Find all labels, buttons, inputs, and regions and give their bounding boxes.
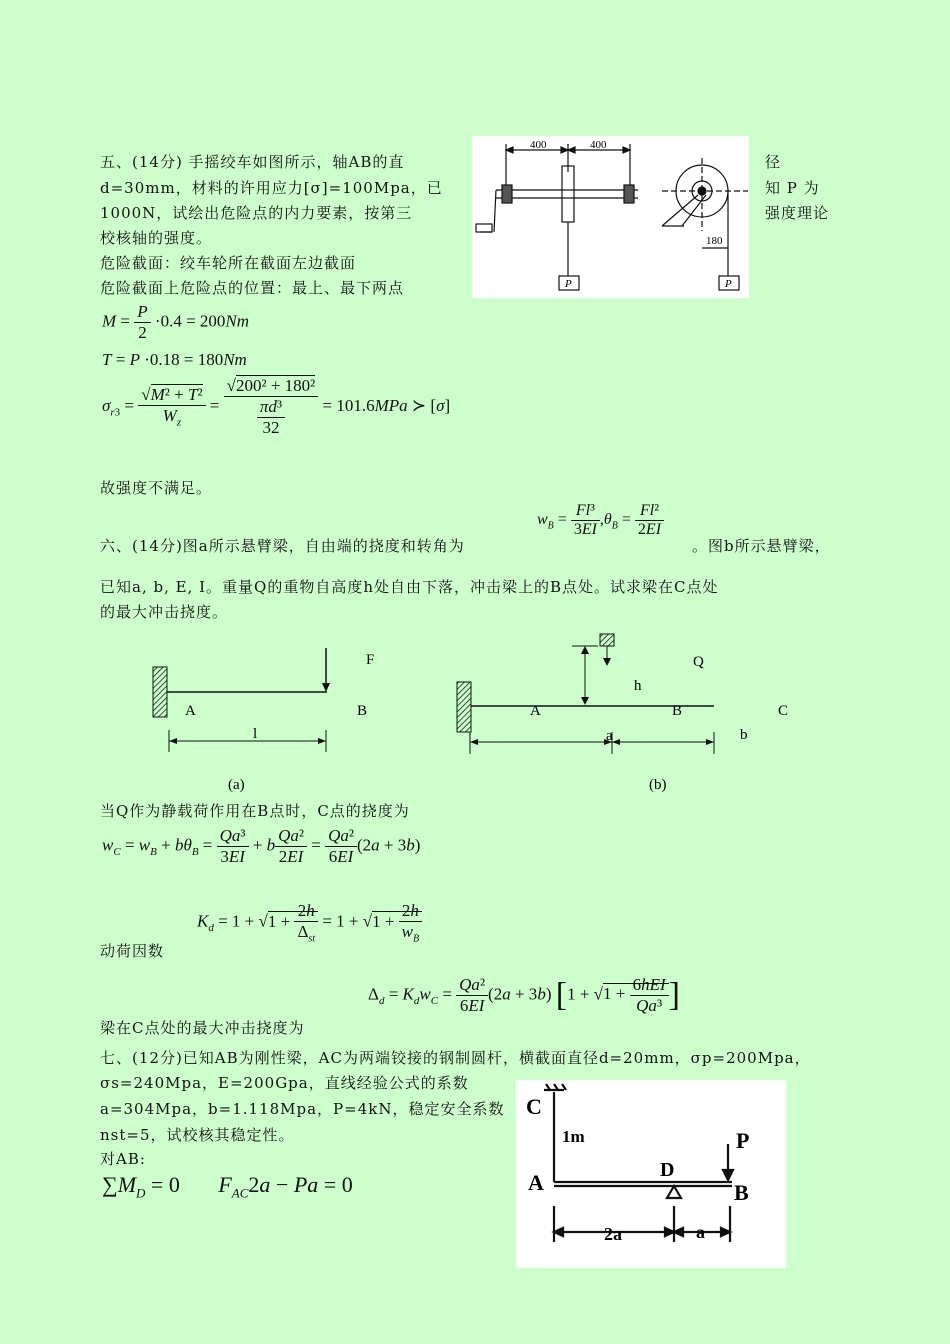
q7-line-1: 七、(12分)已知AB为刚性梁，AC为两端铰接的钢制圆杆，横截面直径d=20mm，σp=200Mpa， <box>100 1049 811 1067</box>
label-D: D <box>660 1159 675 1181</box>
label-Q: Q <box>693 654 704 670</box>
dim-400-left: 400 <box>530 139 547 151</box>
q5-line-4: 校核轴的强度。 <box>100 229 213 247</box>
label-B-a: B <box>357 703 368 719</box>
label-a-seg: a <box>696 1222 705 1242</box>
load-p-right: P <box>725 278 732 290</box>
dynamic-factor-equation: $K_d = 1 + √1$ + $\frac{2h}{\Delta_{st}}$ = 1 + √1 + $\frac{2h}{w_B}$ <box>197 901 422 944</box>
label-l: l <box>253 726 258 742</box>
label-A-a: A <box>185 703 196 719</box>
q6-line-1-suffix: 。图b所示悬臂梁， <box>692 537 831 555</box>
label-C-b: C <box>778 703 789 719</box>
moment-balance-equation: $\sum M_D = 0$ $F_{AC}2a - Pa = 0$ <box>102 1172 353 1201</box>
label-b: b <box>740 727 748 743</box>
stress-equation: $\sigma_{r3}$ = $\frac{\text{√M² + T²}}{W_z}$ = $\frac{\text{√200² + 180²}}{\frac{\text{πd³}}{32}}$ = 101.6MPa ≻ [σ] <box>102 376 451 437</box>
q5-line-1: 五、(14分) 手摇绞车如图所示，轴AB的直 <box>100 153 405 171</box>
max-deflection-equation: $\Delta_d = K_dw_C$ = $\frac{\text{Qa²}}{6EI}$ (2a + 3b) [1 + √1 + $\frac{\text{6hEI}}{\text{Qa³}}$ ] <box>368 975 680 1015</box>
q6-solution-2: 动荷因数 <box>100 942 165 960</box>
q6-solution-1: 当Q作为静载荷作用在B点时，C点的挠度为 <box>100 802 410 820</box>
label-F: F <box>366 652 375 668</box>
q7-line-4: nst=5，试校核其稳定性。 <box>100 1126 295 1144</box>
dim-180: 180 <box>706 235 723 247</box>
q7-solution-1: 对AB: <box>100 1150 146 1168</box>
q6-line-3: 的最大冲击挠度。 <box>100 603 229 621</box>
rigid-beam-figure <box>516 1080 786 1268</box>
q7-line-2: σs=240Mpa，E=200Gpa，直线经验公式的系数 <box>100 1074 469 1092</box>
torque-equation: T = P ·0.18 = 180Nm <box>102 350 247 369</box>
label-2a: 2a <box>604 1224 622 1244</box>
label-1m: 1m <box>562 1127 585 1146</box>
label-B-b: B <box>672 703 683 719</box>
cantilever-figure-b <box>450 628 810 800</box>
q5-line-2: d=30mm，材料的许用应力[σ]=100Mpa，已 <box>100 179 443 197</box>
label-P: P <box>736 1128 750 1153</box>
q7-line-3: a=304Mpa，b=1.118Mpa，P=4kN，稳定安全系数 <box>100 1100 505 1118</box>
q5-right-1: 径 <box>765 153 782 171</box>
q5-line-3: 1000N，试绘出危险点的内力要素，按第三 <box>100 204 413 222</box>
label-C: C <box>526 1094 542 1119</box>
q6-solution-3: 梁在C点处的最大冲击挠度为 <box>100 1019 305 1037</box>
dim-400-right: 400 <box>590 139 607 151</box>
label-A: A <box>528 1170 544 1195</box>
cantilever-figure-a <box>150 640 400 800</box>
winch-figure <box>472 136 749 298</box>
caption-a: (a) <box>228 777 245 793</box>
moment-equation: M = $\frac{P}{2}$ ·0.4 = 200Nm <box>102 302 250 342</box>
deflection-formula: $w_B$ = $\frac{\text{Fl³}}{3EI}$ $,\theta_B$ = $\frac{\text{Fl²}}{2EI}$ <box>537 502 664 539</box>
q5-right-2: 知 P 为 <box>765 179 820 197</box>
caption-b: (b) <box>649 777 667 793</box>
label-h: h <box>634 678 642 694</box>
label-B: B <box>734 1180 749 1205</box>
load-p-left: P <box>565 278 572 290</box>
q5-conclusion: 故强度不满足。 <box>100 479 213 497</box>
q6-line-2: 已知a, b, E, I。重量Q的重物自高度h处自由下落，冲击梁上的B点处。试求梁在C点处 <box>100 578 719 596</box>
q6-line-1-prefix: 六、(14分)图a所示悬臂梁，自由端的挠度和转角为 <box>100 537 465 555</box>
q5-right-3: 强度理论 <box>765 204 830 222</box>
winch-drawing <box>472 136 749 298</box>
label-A-b: A <box>530 703 541 719</box>
q5-solution-1: 危险截面：绞车轮所在截面左边截面 <box>100 254 357 272</box>
label-a: a <box>606 728 613 744</box>
static-deflection-equation: $w_C = w_B + b\theta_B$ = $\frac{\text{Qa³}}{3EI}$ + b $\frac{\text{Qa²}}{2EI}$ = $\frac{\text{Qa²}}{6EI}$ (2a + 3b) <box>102 826 421 866</box>
q5-solution-2: 危险截面上危险点的位置：最上、最下两点 <box>100 279 405 297</box>
